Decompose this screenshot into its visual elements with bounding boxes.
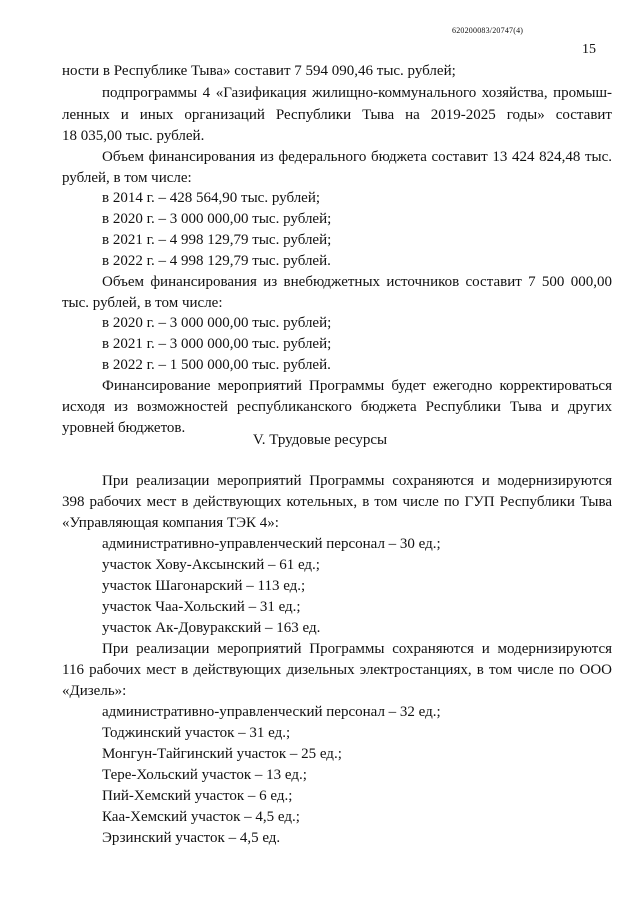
text-line: При реализации мероприятий Программы сохраняются и модернизируются xyxy=(102,641,612,657)
list-item: в 2021 г. – 3 000 000,00 тыс. рублей; xyxy=(102,336,332,352)
text-line: ности в Республике Тыва» составит 7 594 090,46 тыс. рублей; xyxy=(62,63,456,79)
list-item: Каа-Хемский участок – 4,5 ед.; xyxy=(102,809,300,825)
text-line: «Дизель»: xyxy=(62,683,127,699)
text-line: подпрограммы 4 «Газификация жилищно-коммунального хозяйства, промыш- xyxy=(102,85,612,101)
text-line: Финансирование мероприятий Программы будет ежегодно корректироваться xyxy=(102,378,612,394)
text-line: исходя из возможностей республиканского бюджета Республики Тыва и других xyxy=(62,399,612,415)
list-item: в 2014 г. – 428 564,90 тыс. рублей; xyxy=(102,190,321,206)
list-item: в 2022 г. – 1 500 000,00 тыс. рублей. xyxy=(102,357,331,373)
list-item: в 2020 г. – 3 000 000,00 тыс. рублей; xyxy=(102,315,332,331)
text-line: ленных и иных организаций Республики Тыва на 2019-2025 годы» составит xyxy=(62,107,612,123)
text-line: 116 рабочих мест в действующих дизельных электростанциях, в том числе по ООО xyxy=(62,662,612,678)
page-number: 15 xyxy=(582,42,596,57)
list-item: Пий-Хемский участок – 6 ед.; xyxy=(102,788,293,804)
list-item: в 2021 г. – 4 998 129,79 тыс. рублей; xyxy=(102,232,332,248)
list-item: Тере-Хольский участок – 13 ед.; xyxy=(102,767,307,783)
list-item: участок Чаа-Хольский – 31 ед.; xyxy=(102,599,301,615)
text-line: рублей, в том числе: xyxy=(62,170,192,186)
list-item: административно-управленческий персонал – 32 ед.; xyxy=(102,704,441,720)
list-item: Тоджинский участок – 31 ед.; xyxy=(102,725,291,741)
text-line: При реализации мероприятий Программы сохраняются и модернизируются xyxy=(102,473,612,489)
list-item: участок Шагонарский – 113 ед.; xyxy=(102,578,306,594)
text-line: Объем финансирования из федерального бюджета составит 13 424 824,48 тыс. xyxy=(102,149,612,165)
text-line: 398 рабочих мест в действующих котельных, в том числе по ГУП Республики Тыва xyxy=(62,494,612,510)
text-line: Объем финансирования из внебюджетных источников составит 7 500 000,00 xyxy=(102,274,612,290)
list-item: в 2022 г. – 4 998 129,79 тыс. рублей. xyxy=(102,253,331,269)
list-item: в 2020 г. – 3 000 000,00 тыс. рублей; xyxy=(102,211,332,227)
list-item: Эрзинский участок – 4,5 ед. xyxy=(102,830,281,846)
section-title: V. Трудовые ресурсы xyxy=(252,432,388,448)
document-id: 620200083/20747(4) xyxy=(452,26,524,35)
list-item: участок Ак-Довуракский – 163 ед. xyxy=(102,620,321,636)
list-item: участок Хову-Аксынский – 61 ед.; xyxy=(102,557,320,573)
text-line: уровней бюджетов. xyxy=(62,420,186,436)
list-item: административно-управленческий персонал – 30 ед.; xyxy=(102,536,441,552)
list-item: Монгун-Тайгинский участок – 25 ед.; xyxy=(102,746,342,762)
text-line: тыс. рублей, в том числе: xyxy=(62,295,223,311)
text-line: 18 035,00 тыс. рублей. xyxy=(62,128,205,144)
text-line: «Управляющая компания ТЭК 4»: xyxy=(62,515,279,531)
